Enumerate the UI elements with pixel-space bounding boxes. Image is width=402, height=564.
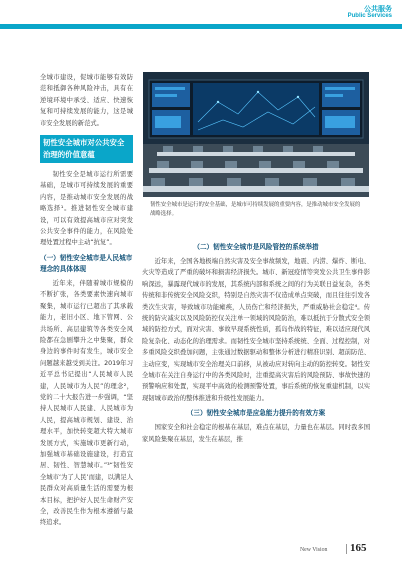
section-title: 韧性安全城市对公共安全治理的价值意蕴 — [40, 135, 133, 163]
subsection-heading-3: （三）韧性安全城市是应急能力提升的有效方案 — [186, 409, 326, 418]
page-number: 165 — [350, 542, 367, 554]
left-column — [40, 72, 133, 530]
paragraph-2: 近年来，伴随着城市规模的不断扩张，各类要素快速向城市聚集，城市运行已超出了其承载能力，老旧小区、地下管网、公共场所、高层建筑等各类安全风险都在急剧攀升之中集聚，群众身边的事件时有发生，城市安全问题越来越受到关注。2019年习近平总书记提出“人民城市人民建，人民城市为人民”的理念²，党的二十大报告进一步强调，“坚持人民城市人民建、人民城市为人民，提高城市规划、建设、治理水平，加快转变超大特大城市发展方式，实施城市更新行动，加强城市基础设施建设，打造宜居、韧性、智慧城市。”³“韧性安全城市‘为了人民’而建，以满足人民群众对高质量生活的需要为根本目标，把护好人民生命财产安全，改善民生作为根本遵循与最终追求。 — [40, 279, 133, 527]
header-accent-rule — [0, 24, 402, 29]
subsection-heading-2: （二）韧性安全城市是风险管控的系统举措 — [193, 243, 319, 251]
paragraph-4: 国家安全和社会稳定的根基在基层，难点在基层，力量也在基层。同时我多国家风险集聚在基层，发生在基层，推 — [142, 424, 370, 443]
paragraph-1: 韧性安全是城市运行所需要基础，是城市可持续发展的重要内容，是推动城市安全发展的战略选择¹。推进韧性安全城市建设，可以有效提高城市应对突发公共安全事件的能力，在风险处理处置过程中主动“抗复”。 — [40, 171, 133, 247]
paragraph-3: 近年来，全国各地极端自然灾害及安全事故频发，地震、内涝、爆炸、断电、火灾等造成了严重的破坏和损害经济损失。城市、新冠疫情等突发公共卫生事件影响深远，暴露现代城市的发展，其系统内部和系统之间的行为关联日益复杂，各类传统和非传统安全风险交织，特别是自然灾害不仅造成单点突破，而且往往引发各类次生灾害，导致城市功能瘫痪，人员伤亡和经济损失，严重威胁社会稳定⁴。传统的防灾减灾以及风险防控仅关注单一领域的风险防治，难以抵抗于分散式安全领域的防控方式，面对灾害、事故早现系统性质，孤岛作战的特征，难以适应现代风险复杂化、动态化的治理需求。而韧性安全城市坚持系统统、全面、过程控制，对多重风险交织叠加问题，主张通过数据驱动和整体分析进行精准识别、超前防范、主动应变，实现城市安全治理关口前移，从被动应对转向主动的防控转变。韧性安全城市在关注自身运行中的各类风险时，注重提高灾害后的风险预防、事故快速的预警响应和处置，实现平中高效的检测预警处置，事后系统的恢复重建机制，以实现韧城市政治的整体推进和升级性发展能力。 — [142, 258, 370, 402]
magazine-name: New Vision — [300, 547, 328, 553]
subsection-heading-1: （一）韧性安全城市是人民城市理念的具体体现 — [40, 253, 133, 273]
section-label-cn: 公共服务 — [364, 5, 392, 13]
photo-caption: 韧性安全城市是运行的安全基础，是城市可持续发展的重要内容，是推动城市安全发展的战略选择。 — [150, 202, 361, 217]
control-center-illustration — [143, 72, 369, 197]
footer-divider — [346, 544, 347, 554]
section-label-en: Public Services — [347, 13, 392, 19]
right-column — [142, 238, 370, 446]
intro-paragraph: 全城市建设，促城市能够有效防范和抵御各种风险冲击，具有在逆境环境中承受、适应、快速恢复和可持续发展的能力，这是城市安全发展的新范式。 — [40, 74, 133, 127]
control-center-photo — [143, 72, 369, 197]
